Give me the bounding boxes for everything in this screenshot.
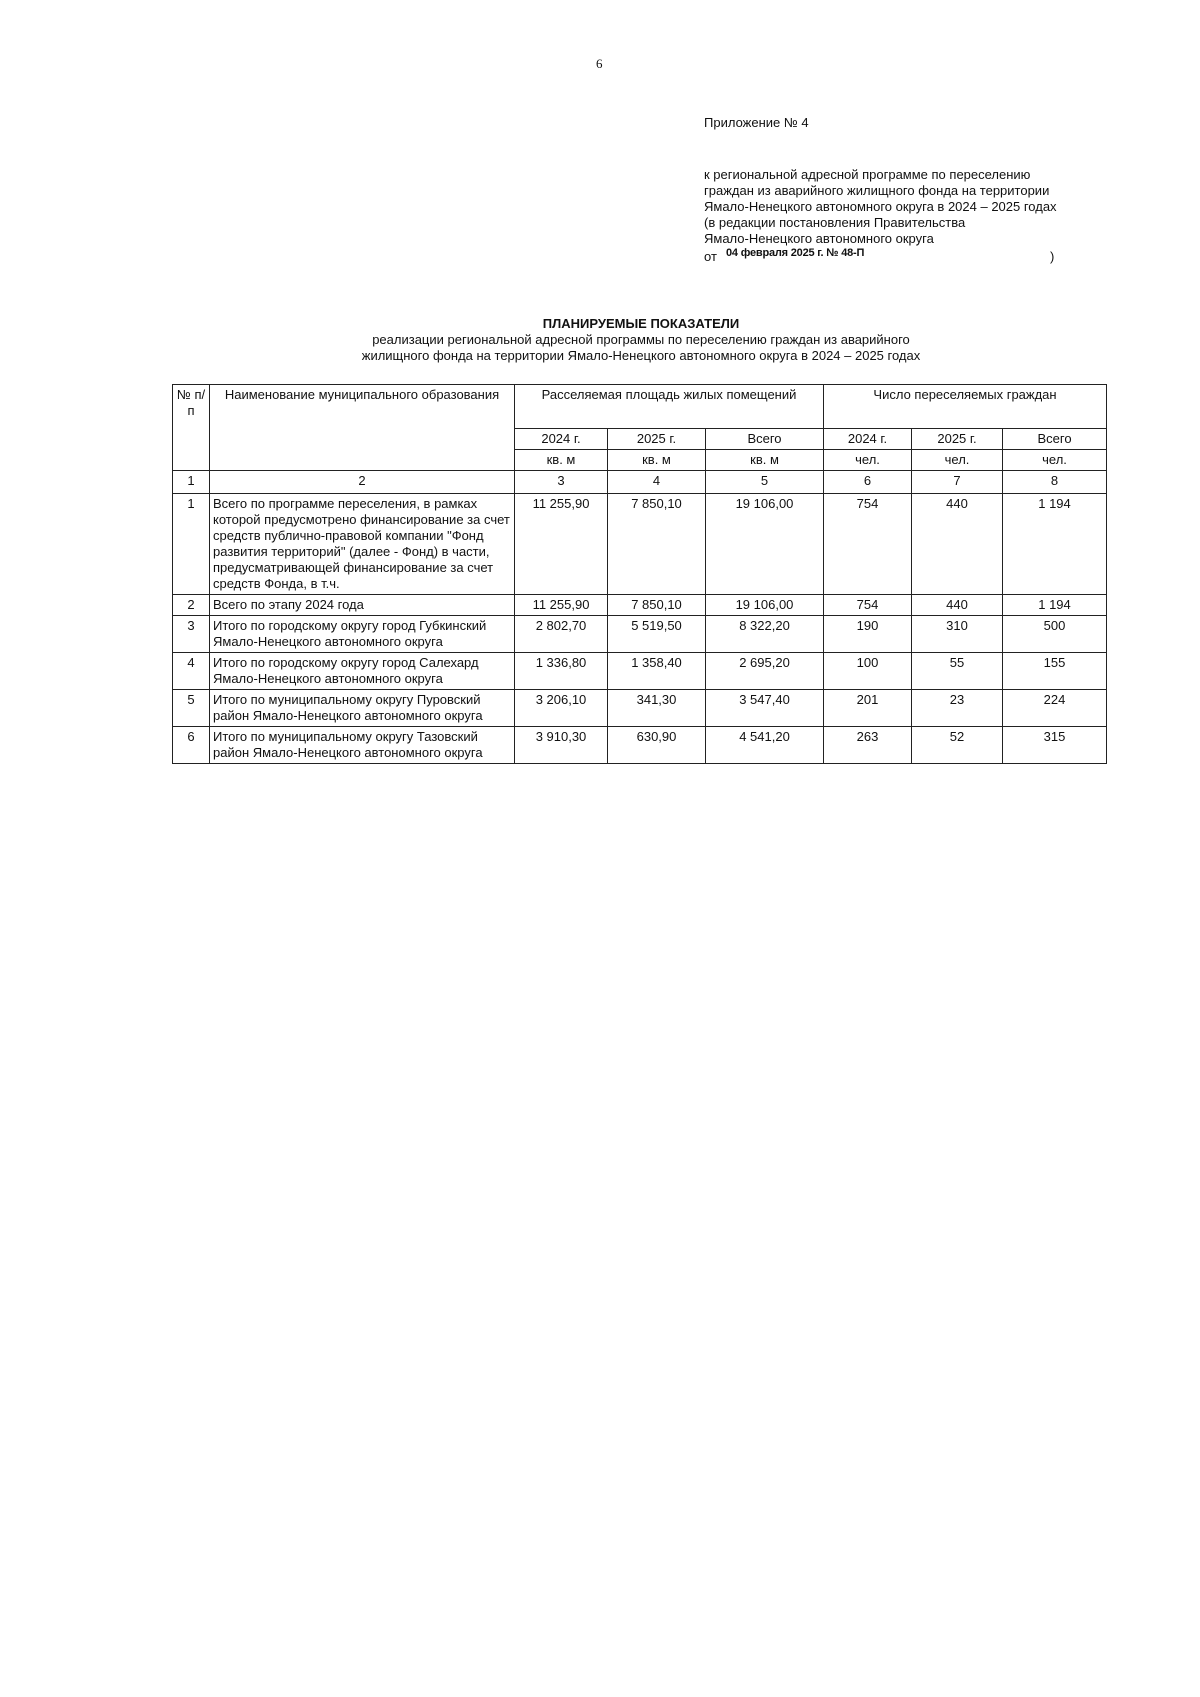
header-year: 2024 г. [824,429,912,450]
row-name: Итого по муниципальному округу Тазовский район Ямало-Ненецкого автономного округа [210,727,515,764]
column-number: 8 [1003,471,1107,494]
header-num: № п/п [173,385,210,471]
header-people-group: Число переселяемых граждан [824,385,1107,429]
area-2024: 11 255,90 [515,494,608,595]
area-2025: 7 850,10 [608,595,706,616]
table-row [173,653,1107,690]
area-total: 8 322,20 [706,616,824,653]
appendix-line: (в редакции постановления Правительства [704,215,966,230]
table-row [173,616,1107,653]
area-2025: 630,90 [608,727,706,764]
table-header [173,385,1107,494]
page-number: 6 [596,56,603,71]
people-total: 155 [1003,653,1107,690]
header-unit: чел. [912,450,1003,471]
header-year: 2025 г. [608,429,706,450]
decree-date: 04 февраля 2025 г. № 48-П [726,247,865,259]
people-total: 500 [1003,616,1107,653]
appendix-line: Ямало-Ненецкого автономного округа в 2024 – 2025 годах [704,199,1057,214]
column-number: 7 [912,471,1003,494]
appendix-line: Ямало-Ненецкого автономного округа [704,231,934,246]
header-area-group: Расселяемая площадь жилых помещений [515,385,824,429]
people-total: 1 194 [1003,494,1107,595]
row-name: Всего по программе переселения, в рамках которой предусмотрено финансирование за счет средств публично-правовой компании "Фонд развития территорий" (далее - Фонд) в части, предусматривающей финансирование за счет средств Фонда, в т.ч. [210,494,515,595]
area-total: 19 106,00 [706,595,824,616]
header-year: 2025 г. [912,429,1003,450]
area-total: 2 695,20 [706,653,824,690]
header-name: Наименование муниципального образования [210,385,515,471]
date-prefix: от [704,249,717,264]
appendix-title: Приложение № 4 [704,115,809,130]
people-2024: 263 [824,727,912,764]
area-2025: 341,30 [608,690,706,727]
column-number: 6 [824,471,912,494]
people-2024: 190 [824,616,912,653]
people-total: 1 194 [1003,595,1107,616]
area-2025: 5 519,50 [608,616,706,653]
row-name: Итого по городскому округу город Салехард Ямало-Ненецкого автономного округа [210,653,515,690]
indicators-table [172,384,1107,764]
people-2024: 100 [824,653,912,690]
row-num: 2 [173,595,210,616]
table-body [173,494,1107,764]
document-subtitle [0,332,1200,364]
subtitle-line: реализации региональной адресной программы по переселению граждан из аварийного [372,332,910,347]
header-year: Всего [706,429,824,450]
people-total: 224 [1003,690,1107,727]
row-num: 1 [173,494,210,595]
area-2025: 1 358,40 [608,653,706,690]
row-num: 5 [173,690,210,727]
people-2024: 754 [824,595,912,616]
header-unit: чел. [1003,450,1107,471]
column-number: 2 [210,471,515,494]
header-year: Всего [1003,429,1107,450]
people-2025: 55 [912,653,1003,690]
table-row [173,727,1107,764]
people-2024: 201 [824,690,912,727]
row-num: 3 [173,616,210,653]
table-row [173,595,1107,616]
people-2025: 310 [912,616,1003,653]
row-num: 4 [173,653,210,690]
people-2025: 52 [912,727,1003,764]
appendix-reference [704,167,1124,263]
area-total: 4 541,20 [706,727,824,764]
closing-paren: ) [1050,249,1055,264]
row-num: 6 [173,727,210,764]
header-year: 2024 г. [515,429,608,450]
column-number: 1 [173,471,210,494]
area-2024: 3 910,30 [515,727,608,764]
column-number: 5 [706,471,824,494]
header-unit: кв. м [706,450,824,471]
column-number: 3 [515,471,608,494]
area-2024: 3 206,10 [515,690,608,727]
appendix-line: граждан из аварийного жилищного фонда на территории [704,183,1050,198]
subtitle-line: жилищного фонда на территории Ямало-Ненецкого автономного округа в 2024 – 2025 годах [361,348,921,363]
area-total: 3 547,40 [706,690,824,727]
area-total: 19 106,00 [706,494,824,595]
row-name: Итого по городскому округу город Губкинский Ямало-Ненецкого автономного округа [210,616,515,653]
people-2025: 440 [912,595,1003,616]
area-2025: 7 850,10 [608,494,706,595]
header-unit: чел. [824,450,912,471]
people-total: 315 [1003,727,1107,764]
row-name: Всего по этапу 2024 года [210,595,515,616]
area-2024: 11 255,90 [515,595,608,616]
people-2025: 440 [912,494,1003,595]
area-2024: 2 802,70 [515,616,608,653]
row-name: Итого по муниципальному округу Пуровский район Ямало-Ненецкого автономного округа [210,690,515,727]
column-number: 4 [608,471,706,494]
appendix-line: к региональной адресной программе по переселению [704,167,1031,182]
document-title: ПЛАНИРУЕМЫЕ ПОКАЗАТЕЛИ [542,316,740,331]
table-row [173,690,1107,727]
people-2025: 23 [912,690,1003,727]
header-unit: кв. м [515,450,608,471]
people-2024: 754 [824,494,912,595]
header-unit: кв. м [608,450,706,471]
area-2024: 1 336,80 [515,653,608,690]
decree-date-line [704,247,1124,263]
table-row [173,494,1107,595]
